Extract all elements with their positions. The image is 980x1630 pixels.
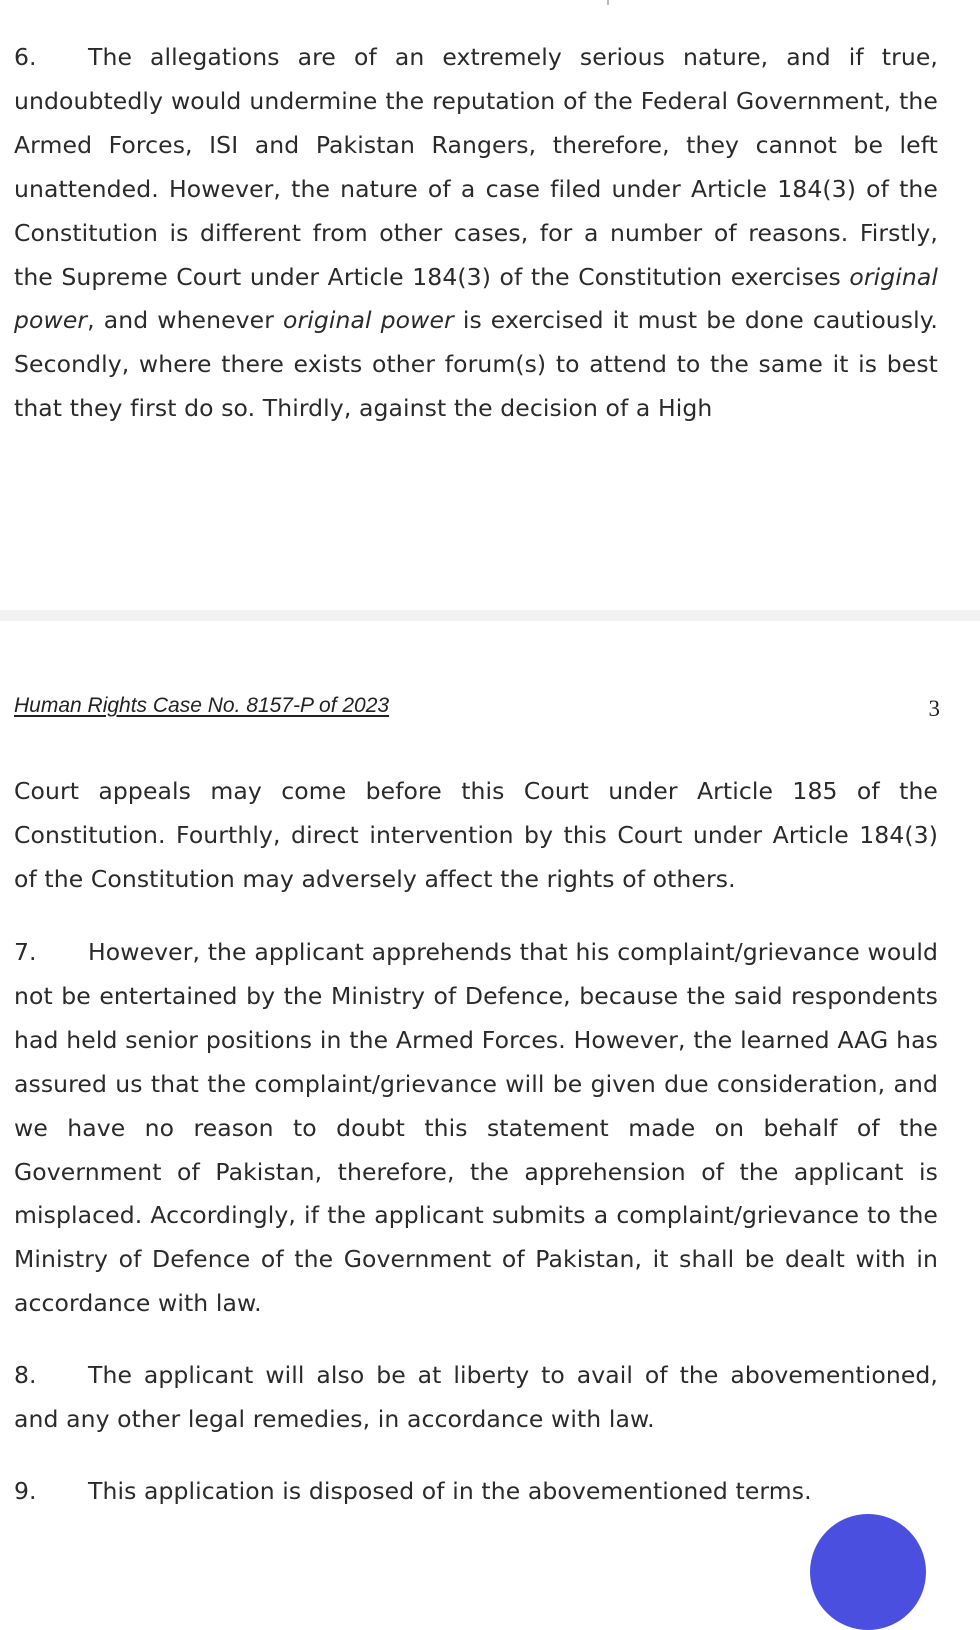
paragraph-number: 8.: [14, 1361, 37, 1389]
paragraph-number: 6.: [14, 43, 37, 71]
paragraph-8: [14, 1354, 938, 1442]
paragraph-7: [14, 931, 938, 1326]
page-edge-mark: [607, 0, 609, 5]
document-page-2: [0, 0, 980, 610]
paragraph-9: [14, 1470, 938, 1514]
paragraph-text: Court appeals may come before this Court under Article 185 of the Constitution. Fourthly, direct intervention by this Court under Article 184(3) of the Constitution may adversely affect the rights of others.: [14, 777, 938, 893]
paragraph-6: [14, 36, 938, 431]
paragraph-6-continued: [14, 770, 938, 902]
paragraph-text: is exercised it must be done cautiously. Secondly, where there exists other forum(s) to attend to the same it is best that they first do so. Thirdly, against the decision of a High: [14, 306, 939, 423]
paragraph-text: However, the applicant apprehends that his complaint/grievance would not be entertained by the Ministry of Defence, because the said respondents had held senior positions in the Armed Forces. However, the learned AAG has assured us that the complaint/grievance will be given due consideration, and we have no reason to doubt this statement made on behalf of the Government of Pakistan, therefore, the apprehension of the applicant is misplaced. Accordingly, if the applicant submits a complaint/grievance to the Ministry of Defence of the Government of Pakistan, it shall be dealt with in accordance with law.: [14, 938, 938, 1318]
paragraph-text: , and whenever: [87, 306, 284, 335]
floating-action-button[interactable]: [810, 1514, 926, 1630]
page-number: 3: [928, 696, 940, 721]
paragraph-text: The allegations are of an extremely serious nature, and if true, undoubtedly would undermine the reputation of the Federal Government, the Armed Forces, ISI and Pakistan Rangers, therefore, they cannot be left unattended. However, the nature of a case filed under Article 184(3) of the Constitution is different from other cases, for a number of reasons. Firstly, the Supreme Court under Article 184(3) of the Constitution exercises: [14, 43, 938, 291]
italic-term: original power: [283, 306, 454, 335]
paragraph-number: 7.: [14, 938, 37, 966]
page-separator: [0, 610, 980, 621]
case-title: Human Rights Case No. 8157-P of 2023: [14, 694, 390, 717]
paragraph-text: This application is disposed of in the abovementioned terms.: [88, 1477, 812, 1505]
page-header: [14, 690, 938, 726]
paragraph-number: 9.: [14, 1477, 37, 1505]
italic-term: original power: [14, 262, 938, 335]
paragraph-text: The applicant will also be at liberty to avail of the abovementioned, and any other legal remedies, in accordance with law.: [14, 1361, 938, 1433]
